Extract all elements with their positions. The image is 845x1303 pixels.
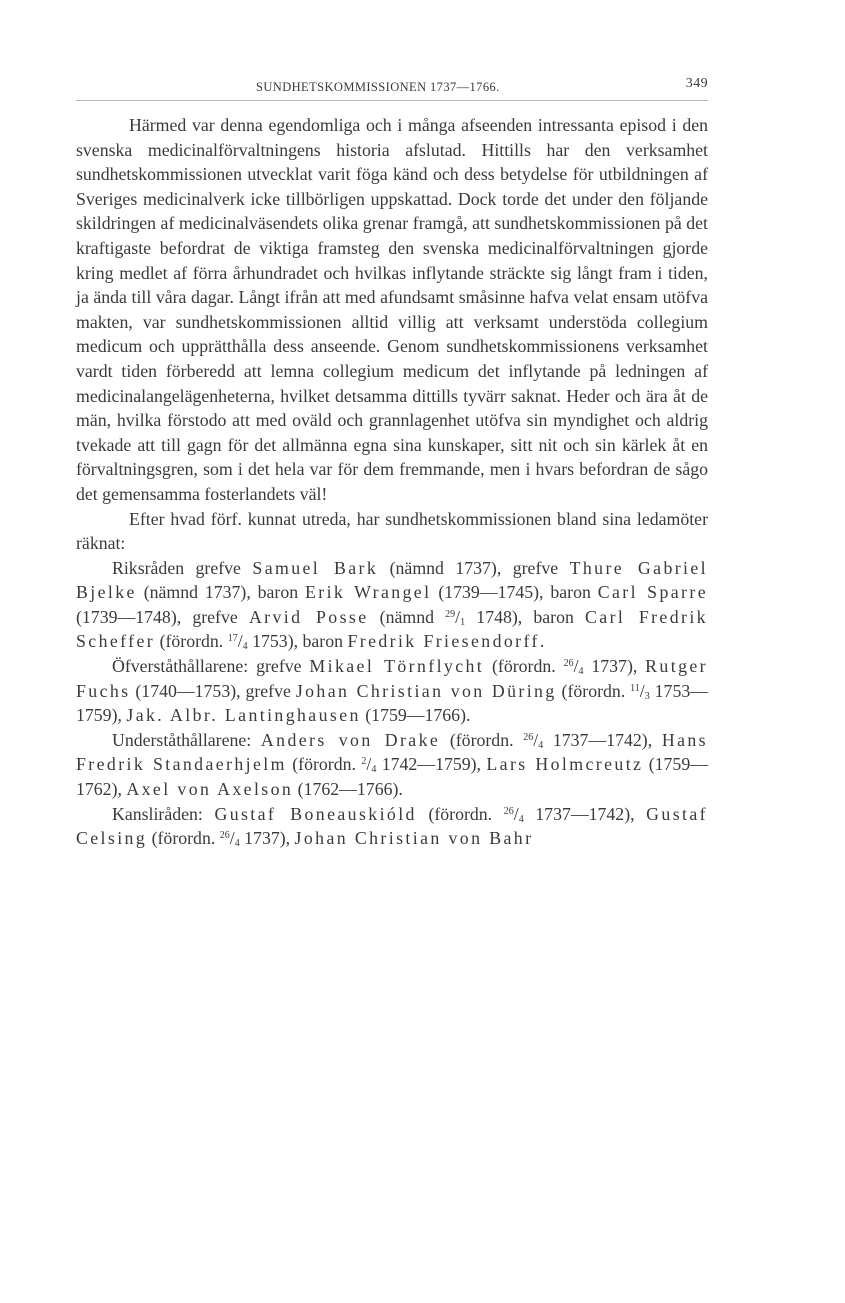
body-text xyxy=(76,113,708,851)
header-rule xyxy=(76,100,708,101)
paragraph-conclusion: Härmed var denna egendomliga och i många afseenden intressanta episod i den svenska medicinalförvaltningens historia afslutad. Hittills har den verksamhet sundhetskommissionen utvecklat varit föga känd och dess betydelse för utbildningen af Sveriges medicinalverk icke tillbörligen uppskattad. Dock torde det under den följande skildringen af medicinalväsendets olika grenar framgå, att sundhetskommissionen på det kraftigaste befordrat de viktiga framsteg den svenska medicinalförvaltningen gjorde kring medlet af förra århundradet och hvilkas inflytande sträckte sig långt fram i tiden, ja ända till våra dagar. Långt ifrån att med afundsamt småsinne hafva velat ensam utöfva makten, var sundhetskommissionen alltid villig att verksamt understöda collegium medicum och upprätthålla dess anseende. Genom sundhetskommissionens verksamhet vardt tiden förberedd att lemna collegium medicum det inflytande på ledningen af medicinalangelägenheterna, hvilket detsamma dittills tyvärr saknat. Heder och ära åt de män, hvilka förstodo att med oväld och grannlagenhet utöfva sin myndighet och aldrig tvekade att till gagn för det allmänna egna sina kunskaper, sitt nit och sin kärlek åt en förvaltningsgren, som i det hela var för dem fremmande, men i hvars befordran de sågo det gemensamma fosterlandets väl! xyxy=(76,115,708,504)
member-name: Thure Gabriel Bjelke xyxy=(76,557,709,603)
member-name: Carl Fredrik Scheffer xyxy=(76,606,708,652)
ofverstathallare-label: Öfverståthållarene: grefve xyxy=(112,656,302,677)
member-name: Axel von Axelson xyxy=(126,779,294,800)
member-name: Carl Sparre xyxy=(597,582,708,603)
date-month: 3 xyxy=(644,690,650,702)
page-number: 349 xyxy=(685,76,708,91)
member-name: Gustaf Celsing xyxy=(76,803,708,849)
member-name: Hans Fredrik Standaerhjelm xyxy=(76,729,708,775)
paragraph-ofverstathallare: Öfverståthållarene: grefve Mikael Törnflycht (förordn. $^{26}/_4$ 1737), Rutger Fuchs (1740—1753), grefve Johan Christian von Düring (förordn. $^{11}/_3$ 1753—1759), Jak. Albr. Lantinghausen (1759—1766). xyxy=(76,656,708,726)
member-name: Fredrik Friesendorff xyxy=(347,631,540,652)
date-month: 4 xyxy=(518,813,524,825)
date-month: 1 xyxy=(460,616,466,628)
member-name: Johan Christian von Bahr xyxy=(294,828,534,849)
date-day: 11 xyxy=(630,682,640,694)
member-name: Arvid Posse xyxy=(248,606,369,627)
member-name: Johan Christian von Düring xyxy=(295,680,557,701)
member-name: Anders von Drake xyxy=(260,729,441,750)
running-head xyxy=(76,74,708,100)
date-month: 4 xyxy=(578,666,584,678)
date-month: 4 xyxy=(371,764,377,776)
member-name: Gustaf Boneauskióld xyxy=(214,803,417,824)
understathallare-label: Underståthållarene: xyxy=(112,729,252,750)
date-day: 26 xyxy=(523,731,534,743)
kanslirad-label: Kansliråden: xyxy=(112,803,203,824)
date-day: 29 xyxy=(445,608,456,620)
member-name: Jak. Albr. Lantinghausen xyxy=(126,705,361,726)
date-month: 4 xyxy=(234,838,240,850)
member-name: Mikael Törnflycht xyxy=(309,656,485,677)
paragraph-kanslirad: Kansliråden: Gustaf Boneauskióld (förordn. $^{26}/_4$ 1737—1742), Gustaf Celsing (förordn. $^{26}/_4$ 1737), Johan Christian von Bahr xyxy=(76,803,708,850)
book-page xyxy=(76,74,708,851)
member-name: Lars Holmcreutz xyxy=(486,754,644,775)
date-day: 26 xyxy=(503,805,514,817)
date-month: 4 xyxy=(538,739,544,751)
date-day: 2 xyxy=(361,756,367,768)
date-month: 4 xyxy=(242,641,248,653)
member-name: Samuel Bark xyxy=(252,557,379,578)
date-day: 17 xyxy=(227,633,238,645)
member-name: Rutger Fuchs xyxy=(76,656,708,701)
date-day: 26 xyxy=(219,830,230,842)
running-title: SUNDHETSKOMMISSIONEN 1737—1766. xyxy=(256,80,500,94)
riksraden-label: Riksråden grefve xyxy=(112,557,241,578)
paragraph-understathallare: Underståthållarene: Anders von Drake (förordn. $^{26}/_4$ 1737—1742), Hans Fredrik Standaerhjelm (förordn. $^2/_4$ 1742—1759), Lars Holmcreutz (1759—1762), Axel von Axelson (1762—1766). xyxy=(76,729,708,800)
date-day: 26 xyxy=(563,658,574,670)
paragraph-riksraden: Riksråden grefve Samuel Bark (nämnd 1737), grefve Thure Gabriel Bjelke (nämnd 1737), baron Erik Wrangel (1739—1745), baron Carl Sparre (1739—1748), grefve Arvid Posse (nämnd $^{29}/_1$ 1748), baron Carl Fredrik Scheffer (förordn. $^{17}/_4$ 1753), baron Fredrik Friesendorff. xyxy=(76,557,709,653)
paragraph-members-intro: Efter hvad förf. kunnat utreda, har sundhetskommissionen bland sina ledamöter räknat: xyxy=(76,508,708,554)
member-name: Erik Wrangel xyxy=(305,582,432,603)
